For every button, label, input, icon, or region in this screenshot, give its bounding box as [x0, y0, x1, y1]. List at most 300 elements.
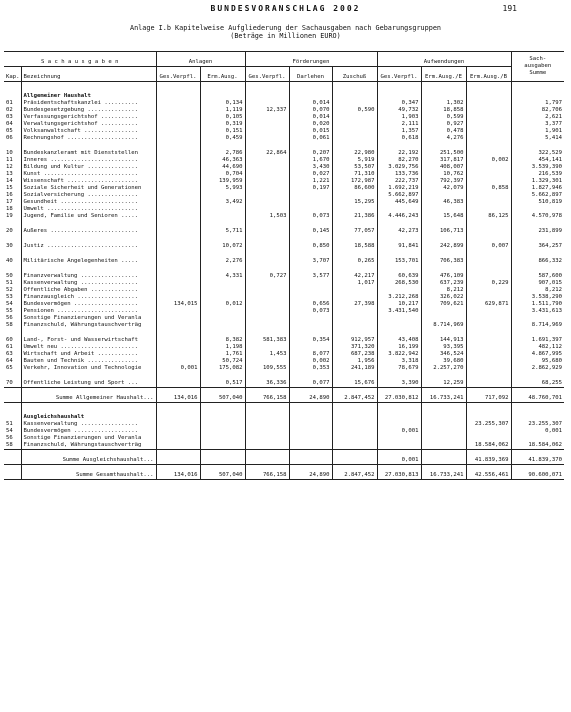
value-cell — [156, 150, 200, 157]
value-cell — [421, 315, 466, 322]
name-cell: Verwaltungsgerichtshof ........... — [21, 121, 156, 128]
value-cell — [156, 157, 200, 164]
value-cell: 3,390 — [377, 380, 421, 388]
value-cell — [377, 435, 421, 442]
value-cell — [332, 192, 377, 199]
value-cell — [156, 322, 200, 329]
value-cell: 8.714,969 — [421, 322, 466, 329]
value-cell — [466, 171, 511, 178]
value-cell: 3,492 — [200, 199, 245, 206]
value-cell — [156, 358, 200, 365]
value-cell: 1,903 — [377, 114, 421, 121]
kap-cell: 51 — [6, 280, 13, 286]
value-cell: 22,192 — [377, 150, 421, 157]
value-cell: 3.539,390 — [511, 164, 564, 171]
value-cell: 0,014 — [289, 114, 332, 121]
spacer-row — [4, 372, 564, 380]
value-cell — [466, 435, 511, 442]
name-cell: Wirtschaft und Arbeit ............ — [21, 351, 156, 358]
value-cell: 0,020 — [289, 121, 332, 128]
value-cell: 0,015 — [289, 128, 332, 135]
value-cell: 0,347 — [377, 100, 421, 107]
kap-cell: 10 — [6, 150, 13, 156]
value-cell: 0,001 — [511, 428, 564, 435]
table-row — [4, 192, 564, 199]
value-cell — [466, 258, 511, 265]
value-cell: 82,270 — [377, 157, 421, 164]
value-cell — [421, 435, 466, 442]
value-cell: 93,395 — [421, 344, 466, 351]
table-row — [4, 308, 564, 315]
table-row — [4, 351, 564, 358]
name-cell: Kassenverwaltung ................. — [21, 421, 156, 428]
sum-cell: 41.839,370 — [511, 450, 564, 465]
name-cell: Umwelt ........................... — [21, 206, 156, 213]
value-cell: 12,259 — [421, 380, 466, 388]
value-cell: 46,383 — [421, 199, 466, 206]
value-cell: 1.329,301 — [511, 178, 564, 185]
value-cell — [156, 344, 200, 351]
kap-cell: 30 — [6, 243, 13, 249]
value-cell: 687,238 — [332, 351, 377, 358]
value-cell: 49,732 — [377, 107, 421, 114]
value-cell: 44,690 — [200, 164, 245, 171]
table-row — [4, 287, 564, 294]
value-cell — [245, 294, 289, 301]
value-cell — [289, 435, 332, 442]
value-cell: 445,649 — [377, 199, 421, 206]
table-row — [4, 301, 564, 308]
sum-cell: 2.847,452 — [332, 388, 377, 403]
value-cell: 23.255,307 — [466, 421, 511, 428]
value-cell: 706,383 — [421, 258, 466, 265]
value-cell: 8,382 — [200, 337, 245, 344]
value-cell: 0,073 — [289, 308, 332, 315]
name-cell: Bundesgesetzgebung ............... — [21, 107, 156, 114]
table-row — [4, 100, 564, 107]
value-cell: 0,353 — [289, 365, 332, 372]
value-cell — [332, 421, 377, 428]
value-cell: 18.584,062 — [511, 442, 564, 450]
value-cell: 22,980 — [332, 150, 377, 157]
document-title: BUNDESVORANSCHLAG 2002 — [210, 4, 361, 13]
sum-cell: 0,001 — [377, 450, 421, 465]
value-cell — [466, 308, 511, 315]
value-cell — [466, 192, 511, 199]
value-cell: 0,145 — [289, 228, 332, 235]
value-cell: 53,507 — [332, 164, 377, 171]
value-cell — [245, 185, 289, 192]
value-cell: 60,639 — [377, 273, 421, 280]
value-cell — [245, 178, 289, 185]
table-row — [4, 164, 564, 171]
value-cell — [466, 322, 511, 329]
value-cell: 1.827,946 — [511, 185, 564, 192]
kap-cell: 54 — [6, 428, 13, 434]
value-cell — [200, 280, 245, 287]
table-row — [4, 228, 564, 235]
value-cell — [377, 322, 421, 329]
value-cell: 241,189 — [332, 365, 377, 372]
table-caption — [0, 24, 571, 40]
name-cell: Bundesvermögen ................... — [21, 428, 156, 435]
name-cell: Inneres .......................... — [21, 157, 156, 164]
name-cell: Umwelt neu ....................... — [21, 344, 156, 351]
kap-cell: 52 — [6, 287, 13, 293]
value-cell: 3.431,613 — [511, 308, 564, 315]
value-cell — [332, 114, 377, 121]
sum-cell — [332, 450, 377, 465]
value-cell — [156, 287, 200, 294]
value-cell: 5,919 — [332, 157, 377, 164]
value-cell — [156, 164, 200, 171]
value-cell — [156, 243, 200, 250]
value-cell — [466, 128, 511, 135]
sum-cell: 2.847,452 — [332, 465, 377, 480]
value-cell: 3.029,756 — [377, 164, 421, 171]
value-cell — [332, 322, 377, 329]
table-row — [4, 213, 564, 220]
value-cell: 2.862,929 — [511, 365, 564, 372]
value-cell: 322,529 — [511, 150, 564, 157]
value-cell: 222,737 — [377, 178, 421, 185]
sum-cell — [421, 450, 466, 465]
value-cell: 0,077 — [289, 380, 332, 388]
kap-cell: 11 — [6, 157, 13, 163]
sum-label: Summe Ausgleichshaushalt... — [21, 450, 156, 465]
value-cell: 1,901 — [511, 128, 564, 135]
value-cell — [200, 308, 245, 315]
value-cell: 68,255 — [511, 380, 564, 388]
table-row — [4, 178, 564, 185]
value-cell: 144,913 — [421, 337, 466, 344]
spacer-row — [4, 329, 564, 337]
value-cell: 1,017 — [332, 280, 377, 287]
sum-cell: 134,016 — [156, 388, 200, 403]
value-cell: 581,383 — [245, 337, 289, 344]
value-cell — [156, 213, 200, 220]
value-cell: 792,397 — [421, 178, 466, 185]
value-cell — [156, 315, 200, 322]
value-cell: 1,357 — [377, 128, 421, 135]
value-cell — [421, 192, 466, 199]
value-cell — [156, 380, 200, 388]
value-cell: 18,858 — [421, 107, 466, 114]
value-cell — [156, 171, 200, 178]
value-cell: 0,265 — [332, 258, 377, 265]
kap-cell: 50 — [6, 273, 13, 279]
value-cell — [156, 178, 200, 185]
value-cell: 1,302 — [421, 100, 466, 107]
value-cell: 3.822,942 — [377, 351, 421, 358]
kap-cell: 05 — [6, 128, 13, 134]
value-cell: 3,430 — [289, 164, 332, 171]
value-cell: 709,621 — [421, 301, 466, 308]
value-cell: 0,354 — [289, 337, 332, 344]
value-cell: 0,105 — [200, 114, 245, 121]
value-cell — [200, 315, 245, 322]
value-cell — [511, 206, 564, 213]
sum-cell — [245, 450, 289, 465]
value-cell — [156, 273, 200, 280]
value-cell — [332, 315, 377, 322]
table-row — [4, 150, 564, 157]
name-cell: Finanzschuld, Währungstauschverträg — [21, 322, 156, 329]
value-cell: 0,134 — [200, 100, 245, 107]
table-row — [4, 171, 564, 178]
table-row — [4, 294, 564, 301]
kap-cell: 12 — [6, 164, 13, 170]
value-cell: 3.538,290 — [511, 294, 564, 301]
value-cell: 3.212,268 — [377, 294, 421, 301]
value-cell: 1,956 — [332, 358, 377, 365]
value-cell — [421, 421, 466, 428]
value-cell — [245, 301, 289, 308]
value-cell — [289, 192, 332, 199]
value-cell: 5,711 — [200, 228, 245, 235]
kap-cell: 20 — [6, 228, 13, 234]
header-bezeichnung: Bezeichnung — [21, 67, 156, 82]
value-cell — [466, 365, 511, 372]
value-cell — [245, 206, 289, 213]
kap-cell: 63 — [6, 351, 13, 357]
value-cell: 1,670 — [289, 157, 332, 164]
value-cell: 153,701 — [377, 258, 421, 265]
value-cell — [200, 435, 245, 442]
name-cell: Sonstige Finanzierungen und Veranla — [21, 435, 156, 442]
value-cell: 1,503 — [245, 213, 289, 220]
value-cell: 77,057 — [332, 228, 377, 235]
value-cell: 0,027 — [289, 171, 332, 178]
sum-cell: 134,016 — [156, 465, 200, 480]
value-cell: 91,841 — [377, 243, 421, 250]
subheader: Darlehen — [289, 67, 332, 82]
name-cell: Bundeskanzleramt mit Dienststellen — [21, 150, 156, 157]
value-cell — [245, 171, 289, 178]
value-cell: 0,656 — [289, 301, 332, 308]
value-cell — [245, 344, 289, 351]
name-cell: Rechnungshof ..................... — [21, 135, 156, 142]
value-cell — [245, 435, 289, 442]
value-cell — [156, 128, 200, 135]
value-cell — [466, 135, 511, 142]
kap-cell: 58 — [6, 442, 13, 448]
value-cell: 3,577 — [289, 273, 332, 280]
value-cell: 2,111 — [377, 121, 421, 128]
value-cell — [421, 428, 466, 435]
value-cell — [377, 315, 421, 322]
value-cell — [156, 121, 200, 128]
name-cell: Äußeres .......................... — [21, 228, 156, 235]
subheader: Erm.Ausg. — [200, 67, 245, 82]
sum-row — [4, 465, 564, 480]
value-cell — [245, 100, 289, 107]
kap-cell: 56 — [6, 435, 13, 441]
kap-cell: 61 — [6, 344, 13, 350]
value-cell: 346,524 — [421, 351, 466, 358]
table-row — [4, 273, 564, 280]
value-cell: 482,112 — [511, 344, 564, 351]
table-row — [4, 315, 564, 322]
value-cell — [332, 308, 377, 315]
section-row — [4, 403, 564, 422]
value-cell: 8,077 — [289, 351, 332, 358]
value-cell: 2,786 — [200, 150, 245, 157]
value-cell — [156, 135, 200, 142]
value-cell — [466, 199, 511, 206]
value-cell: 82,706 — [511, 107, 564, 114]
value-cell: 0,229 — [466, 280, 511, 287]
value-cell: 0,151 — [200, 128, 245, 135]
subheader: Erm.Ausg./E — [421, 67, 466, 82]
value-cell — [511, 435, 564, 442]
value-cell: 4,276 — [421, 135, 466, 142]
kap-cell: 19 — [6, 213, 13, 219]
value-cell — [245, 308, 289, 315]
value-cell: 172,987 — [332, 178, 377, 185]
value-cell — [200, 192, 245, 199]
value-cell — [289, 280, 332, 287]
spacer-row — [4, 250, 564, 258]
kap-cell: 58 — [6, 322, 13, 328]
table-row — [4, 128, 564, 135]
value-cell: 1,761 — [200, 351, 245, 358]
value-cell — [156, 185, 200, 192]
kap-cell: 18 — [6, 206, 13, 212]
value-cell — [156, 308, 200, 315]
header-sachausgaben: S a c h a u s g a b e n — [4, 52, 156, 67]
value-cell: 0,517 — [200, 380, 245, 388]
value-cell: 317,817 — [421, 157, 466, 164]
value-cell — [466, 228, 511, 235]
spacer-row — [4, 142, 564, 150]
value-cell — [377, 421, 421, 428]
value-cell — [200, 428, 245, 435]
name-cell: Bildung und Kultur ............... — [21, 164, 156, 171]
value-cell: 0,073 — [289, 213, 332, 220]
value-cell — [245, 157, 289, 164]
value-cell: 0,618 — [377, 135, 421, 142]
value-cell — [466, 294, 511, 301]
value-cell: 5,414 — [511, 135, 564, 142]
value-cell: 251,500 — [421, 150, 466, 157]
value-cell: 95,680 — [511, 358, 564, 365]
sum-label: Summe Gesamthaushalt... — [21, 465, 156, 480]
name-cell: Bundesvermögen ................... — [21, 301, 156, 308]
table-row — [4, 121, 564, 128]
value-cell — [289, 428, 332, 435]
value-cell — [466, 380, 511, 388]
value-cell — [245, 128, 289, 135]
table-row — [4, 258, 564, 265]
value-cell: 1.691,397 — [511, 337, 564, 344]
value-cell: 408,007 — [421, 164, 466, 171]
kap-cell: 70 — [6, 380, 13, 386]
value-cell: 78,679 — [377, 365, 421, 372]
value-cell — [466, 337, 511, 344]
value-cell — [377, 206, 421, 213]
value-cell — [466, 121, 511, 128]
kap-cell: 53 — [6, 294, 13, 300]
header-summe: Sach- ausgaben Summe — [511, 52, 564, 82]
sum-row — [4, 388, 564, 403]
value-cell — [245, 121, 289, 128]
value-cell — [245, 199, 289, 206]
value-cell: 907,015 — [511, 280, 564, 287]
value-cell: 3,707 — [289, 258, 332, 265]
value-cell: 106,713 — [421, 228, 466, 235]
name-cell: Finanzschuld, Währungstauschverträg — [21, 442, 156, 450]
value-cell: 242,899 — [421, 243, 466, 250]
value-cell — [200, 206, 245, 213]
value-cell: 18.584,062 — [466, 442, 511, 450]
value-cell: 364,257 — [511, 243, 564, 250]
value-cell — [466, 351, 511, 358]
value-cell — [332, 100, 377, 107]
table-row — [4, 365, 564, 372]
sum-cell: 766,158 — [245, 388, 289, 403]
kap-cell: 15 — [6, 185, 13, 191]
spacer-row — [4, 265, 564, 273]
value-cell: 0,002 — [289, 358, 332, 365]
value-cell: 0,727 — [245, 273, 289, 280]
table-row — [4, 322, 564, 329]
sum-cell: 24,890 — [289, 388, 332, 403]
value-cell: 1,221 — [289, 178, 332, 185]
value-cell — [466, 287, 511, 294]
value-cell: 3.431,540 — [377, 308, 421, 315]
kap-cell: 64 — [6, 358, 13, 364]
kap-cell: 02 — [6, 107, 13, 113]
value-cell: 0,061 — [289, 135, 332, 142]
value-cell: 0,459 — [200, 135, 245, 142]
value-cell — [332, 121, 377, 128]
table-row — [4, 421, 564, 428]
kap-cell: 06 — [6, 135, 13, 141]
value-cell — [332, 435, 377, 442]
value-cell — [245, 280, 289, 287]
value-cell: 5,993 — [200, 185, 245, 192]
sum-cell: 16.733,241 — [421, 388, 466, 403]
value-cell: 4,331 — [200, 273, 245, 280]
value-cell: 10,072 — [200, 243, 245, 250]
value-cell — [245, 421, 289, 428]
value-cell — [200, 287, 245, 294]
kap-cell: 40 — [6, 258, 13, 264]
page-number: 191 — [502, 4, 517, 13]
value-cell: 0,197 — [289, 185, 332, 192]
value-cell — [156, 280, 200, 287]
value-cell: 0,927 — [421, 121, 466, 128]
value-cell: 8.714,969 — [511, 322, 564, 329]
name-cell: Pensionen ........................ — [21, 308, 156, 315]
value-cell: 134,015 — [156, 301, 200, 308]
value-cell: 0,002 — [466, 157, 511, 164]
value-cell — [332, 128, 377, 135]
kap-cell: 60 — [6, 337, 13, 343]
value-cell — [156, 337, 200, 344]
value-cell: 2,276 — [200, 258, 245, 265]
value-cell — [156, 114, 200, 121]
header-aufwendungen: Aufwendungen — [377, 52, 511, 67]
table-row — [4, 135, 564, 142]
table-row — [4, 157, 564, 164]
value-cell — [156, 107, 200, 114]
value-cell — [332, 135, 377, 142]
value-cell — [245, 164, 289, 171]
sum-cell: 507,040 — [200, 388, 245, 403]
value-cell — [156, 294, 200, 301]
